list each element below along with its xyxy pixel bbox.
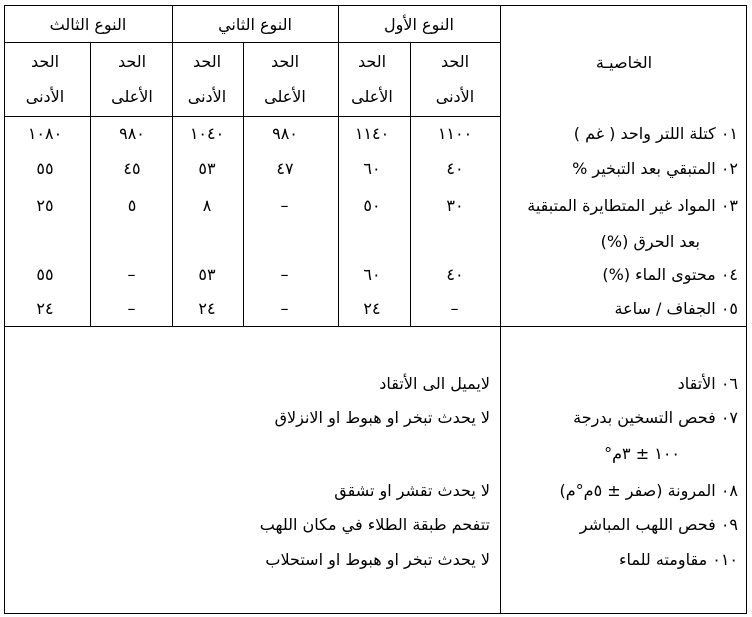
sub-header-6-line1: الحد (30, 52, 60, 71)
qual-row-10-property: ٠١٠ مقاومته للماء (618, 550, 738, 569)
property-header: الخاصيـة (595, 53, 653, 72)
row-1-value-2: ١١٤٠ (354, 124, 390, 143)
sub-header-1-line2: الأدنى (435, 87, 475, 106)
row-1-value-4: ١٠٤٠ (189, 124, 225, 143)
row-3-value-2: ٥٠ (363, 196, 381, 215)
border-left (4, 5, 5, 614)
divider-group-header (4, 42, 501, 43)
row-1-property: ٠١ كتلة اللتر واحد ( غم ) (573, 124, 738, 143)
row-3-value-1: ٣٠ (446, 196, 464, 215)
row-3-value-6: ٢٥ (36, 196, 54, 215)
row-5-value-3: – (280, 299, 290, 318)
row-4-property: ٠٤ محتوى الماء (%) (602, 265, 738, 284)
sub-header-4-line2: الأدنى (187, 87, 227, 106)
row-5-value-5: – (127, 299, 137, 318)
divider-sub-3 (90, 42, 91, 327)
group-header-type-2: النوع الثاني (218, 15, 292, 34)
qual-row-8-property: ٠٨ المرونة (صفر ± ٥م°م) (559, 481, 738, 500)
row-1-value-5: ٩٨٠ (119, 124, 145, 143)
row-2-value-5: ٤٥ (123, 159, 141, 178)
divider-sub-header (4, 116, 501, 117)
row-3-property: ٠٣ المواد غير المتطايرة المتبقية (527, 196, 738, 215)
row-2-property: ٠٢ المتبقي بعد التبخير % (572, 159, 738, 178)
sub-header-6-line2: الأدنى (25, 87, 65, 106)
qual-row-6-property: ٠٦ الأتقاد (677, 374, 738, 393)
row-2-value-1: ٤٠ (446, 159, 464, 178)
sub-header-5-line2: الأعلى (111, 87, 153, 106)
sub-header-2-line2: الأعلى (351, 87, 393, 106)
row-3-value-4: ٨ (202, 196, 212, 215)
qual-row-10-value: لا يحدث تبخر او هبوط او استحلاب (265, 550, 490, 569)
sub-header-3-line1: الحد (270, 52, 300, 71)
row-4-value-2: ٦٠ (363, 265, 381, 284)
row-4-value-6: ٥٥ (36, 265, 54, 284)
divider-sub-2 (243, 42, 244, 327)
row-3-value-3: – (280, 196, 290, 215)
sub-header-3-line2: الأعلى (264, 87, 306, 106)
row-1-value-6: ١٠٨٠ (27, 124, 63, 143)
row-4-value-1: ٤٠ (446, 265, 464, 284)
sub-header-2-line1: الحد (357, 52, 387, 71)
qual-row-7-property: ٠٧ فحص التسخين بدرجة (573, 408, 738, 427)
border-bottom (4, 613, 747, 614)
border-top (4, 5, 747, 6)
border-right (746, 5, 747, 614)
group-header-type-3: النوع الثالث (49, 15, 127, 34)
qual-row-8-value: لا يحدث تقشر او تشقق (334, 481, 490, 500)
row-5-value-4: ٢٤ (198, 299, 216, 318)
row-4-value-4: ٥٣ (198, 265, 216, 284)
row-5-property: ٠٥ الجفاف / ساعة (614, 299, 738, 318)
divider-numeric-section (4, 326, 747, 327)
row-1-value-1: ١١٠٠ (437, 124, 473, 143)
qual-row-9-value: تتفحم طبقة الطلاء في مكان اللهب (259, 515, 490, 534)
row-2-value-4: ٥٣ (198, 159, 216, 178)
row-2-value-6: ٥٥ (36, 159, 54, 178)
row-2-value-3: ٤٧ (276, 159, 294, 178)
divider-property-column (500, 5, 501, 614)
divider-group-2-3 (172, 5, 173, 327)
sub-header-4-line1: الحد (192, 52, 222, 71)
sub-header-5-line1: الحد (117, 52, 147, 71)
qual-row-7-property-line2: ١٠٠ ± ٣م° (604, 444, 680, 463)
row-1-value-3: ٩٨٠ (272, 124, 298, 143)
row-4-value-3: – (280, 265, 290, 284)
divider-sub-1 (410, 42, 411, 327)
sub-header-1-line1: الحد (440, 52, 470, 71)
divider-group-1-2 (338, 5, 339, 327)
qual-row-6-value: لايميل الى الأتقاد (379, 374, 490, 393)
group-header-type-1: النوع الأول (384, 15, 454, 34)
qual-row-9-property: ٠٩ فحص اللهب المباشر (579, 515, 738, 534)
row-3-property-line2: بعد الحرق (%) (600, 232, 700, 251)
row-2-value-2: ٦٠ (363, 159, 381, 178)
row-5-value-1: – (450, 299, 460, 318)
qual-row-7-value: لا يحدث تبخر او هبوط او الانزلاق (274, 408, 490, 427)
row-5-value-6: ٢٤ (36, 299, 54, 318)
row-5-value-2: ٢٤ (363, 299, 381, 318)
row-3-value-5: ٥ (127, 196, 137, 215)
row-4-value-5: – (127, 265, 137, 284)
